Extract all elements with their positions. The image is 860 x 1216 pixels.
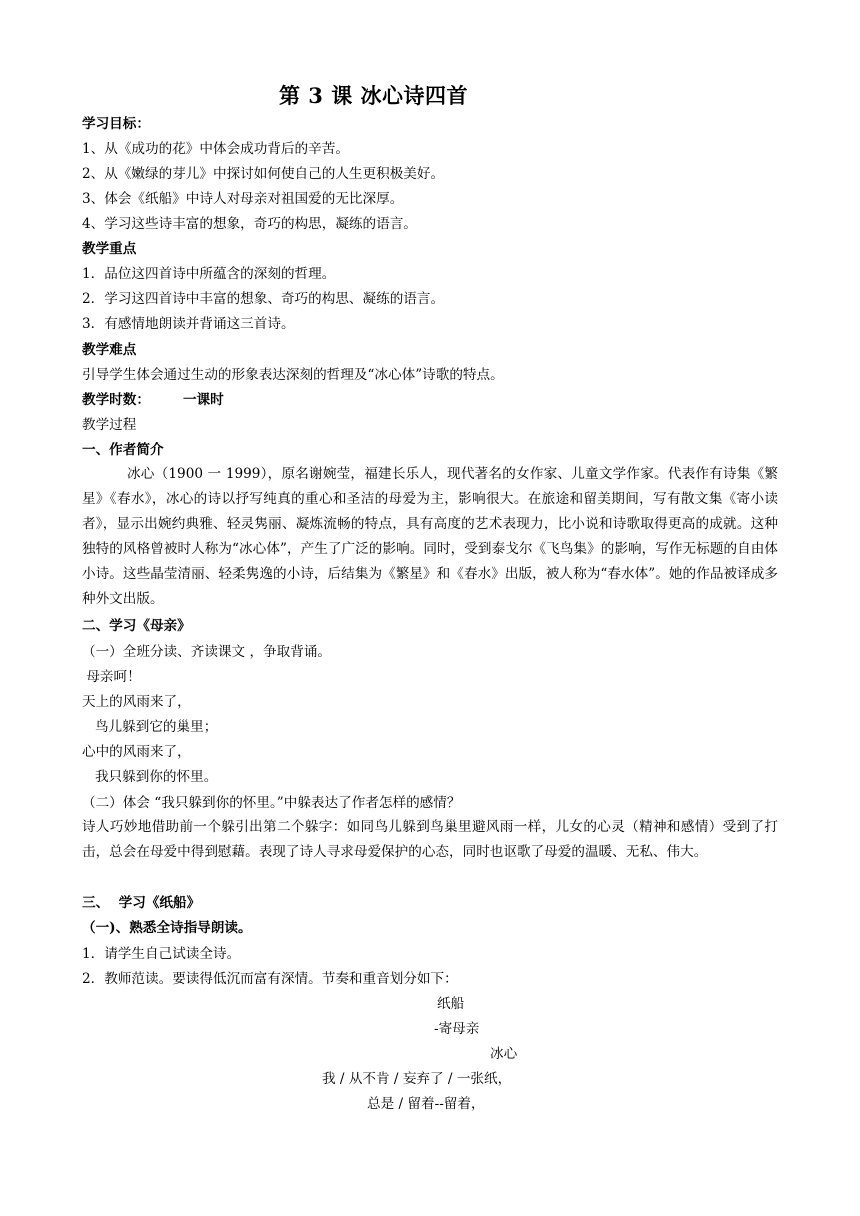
focus-item-2: 2．学习这四首诗中丰富的想象、奇巧的构思、凝练的语言。: [82, 291, 445, 307]
mother-poem-line-3: 鸟儿躲到它的巢里；: [82, 719, 218, 735]
poem-line-1: 我 / 从不肯 / 妄弃了 / 一张纸，: [322, 1071, 512, 1087]
section2-sub2: （二）体会 “我只躲到你的怀里。”中躲表达了作者怎样的感情？: [82, 795, 461, 811]
section1-heading: 一、作者简介: [82, 442, 164, 458]
focus-heading: 教学重点: [82, 241, 137, 257]
poem-line-2: 总是 / 留着--留着，: [367, 1096, 485, 1112]
focus-item-1: 1．品位这四首诗中所蕴含的深刻的哲理。: [82, 266, 336, 282]
mother-poem-line-1: 母亲呵！: [82, 669, 141, 685]
time-value: 一课时: [182, 392, 224, 408]
goal-item-4: 4、学习这些诗丰富的想象，奇巧的构思，凝练的语言。: [82, 216, 417, 232]
poem-subtitle: -寄母亲: [434, 1021, 480, 1037]
time-row: [82, 390, 224, 410]
author-intro-paragraph: 冰心（1900 一 1999），原名谢婉莹，福建长乐人，现代著名的女作家、儿童文学作家。代表作有诗集《繁星》《春水》，冰心的诗以抒写纯真的重心和圣洁的母爱为主，影响很大。在旅途和留美期间，写有散文集《寄小读者》，显示出婉约典雅、轻灵隽丽、凝炼流畅的特点，具有高度的艺术表现力，比小说和诗歌取得更高的成就。这种独特的风格曾被时人称为“冰心体”，产生了广泛的影响。同时，受到泰戈尔《飞鸟集》的影响，写作无标题的自由体小诗。这些晶莹清丽、轻柔隽逸的小诗，后结集为《繁星》和《春水》出版，被人称为“春水体”。她的作品被译成多种外文出版。: [82, 466, 778, 607]
mother-poem-line-4: 心中的风雨来了，: [82, 744, 191, 760]
goals-heading: 学习目标：: [82, 116, 150, 132]
goal-item-1: 1、从《成功的花》中体会成功背后的辛苦。: [82, 141, 349, 157]
time-label: 教学时数：: [82, 392, 150, 408]
difficulty-heading: 教学难点: [82, 342, 137, 358]
analysis-paragraph: 诗人巧妙地借助前一个躲引出第二个躲字：如同鸟儿躲到鸟巢里避风雨一样，儿女的心灵（精神和感情）受到了打击，总会在母爱中得到慰藉。表现了诗人寻求母爱保护的心态，同时也讴歌了母爱的温暖、无私、伟大。: [82, 819, 778, 860]
section2-sub1: （一）全班分读、齐读课文 ，争取背诵。: [82, 644, 332, 660]
process-label: 教学过程: [82, 417, 137, 433]
goal-item-2: 2、从《嫩绿的芽儿》中探讨如何使自己的人生更积极美好。: [82, 166, 445, 182]
section2-heading: 二、学习《母亲》: [82, 618, 191, 634]
poem-title: 纸船: [437, 996, 465, 1012]
section3-item-1: 1．请学生自己试读全诗。: [82, 946, 241, 962]
section3-sub1: （一)、熟悉全诗指导朗读。: [82, 920, 252, 936]
mother-poem-line-2: 天上的风雨来了，: [82, 694, 191, 710]
lesson-title: 第 3 课 冰心诗四首: [279, 83, 469, 108]
difficulty-text: 引导学生体会通过生动的形象表达深刻的哲理及“冰心体”诗歌的特点。: [82, 367, 504, 383]
section3-heading: 三、 学习《纸船》: [82, 895, 201, 911]
section3-item-2: 2．教师范读。要读得低沉而富有深情。节奏和重音划分如下：: [82, 971, 458, 987]
focus-item-3: 3．有感情地朗读并背诵这三首诗。: [82, 316, 295, 332]
poem-author: 冰心: [490, 1046, 518, 1062]
mother-poem-line-5: 我只躲到你的怀里。: [82, 769, 218, 785]
goal-item-3: 3、体会《纸船》中诗人对母亲对祖国爱的无比深厚。: [82, 191, 404, 207]
